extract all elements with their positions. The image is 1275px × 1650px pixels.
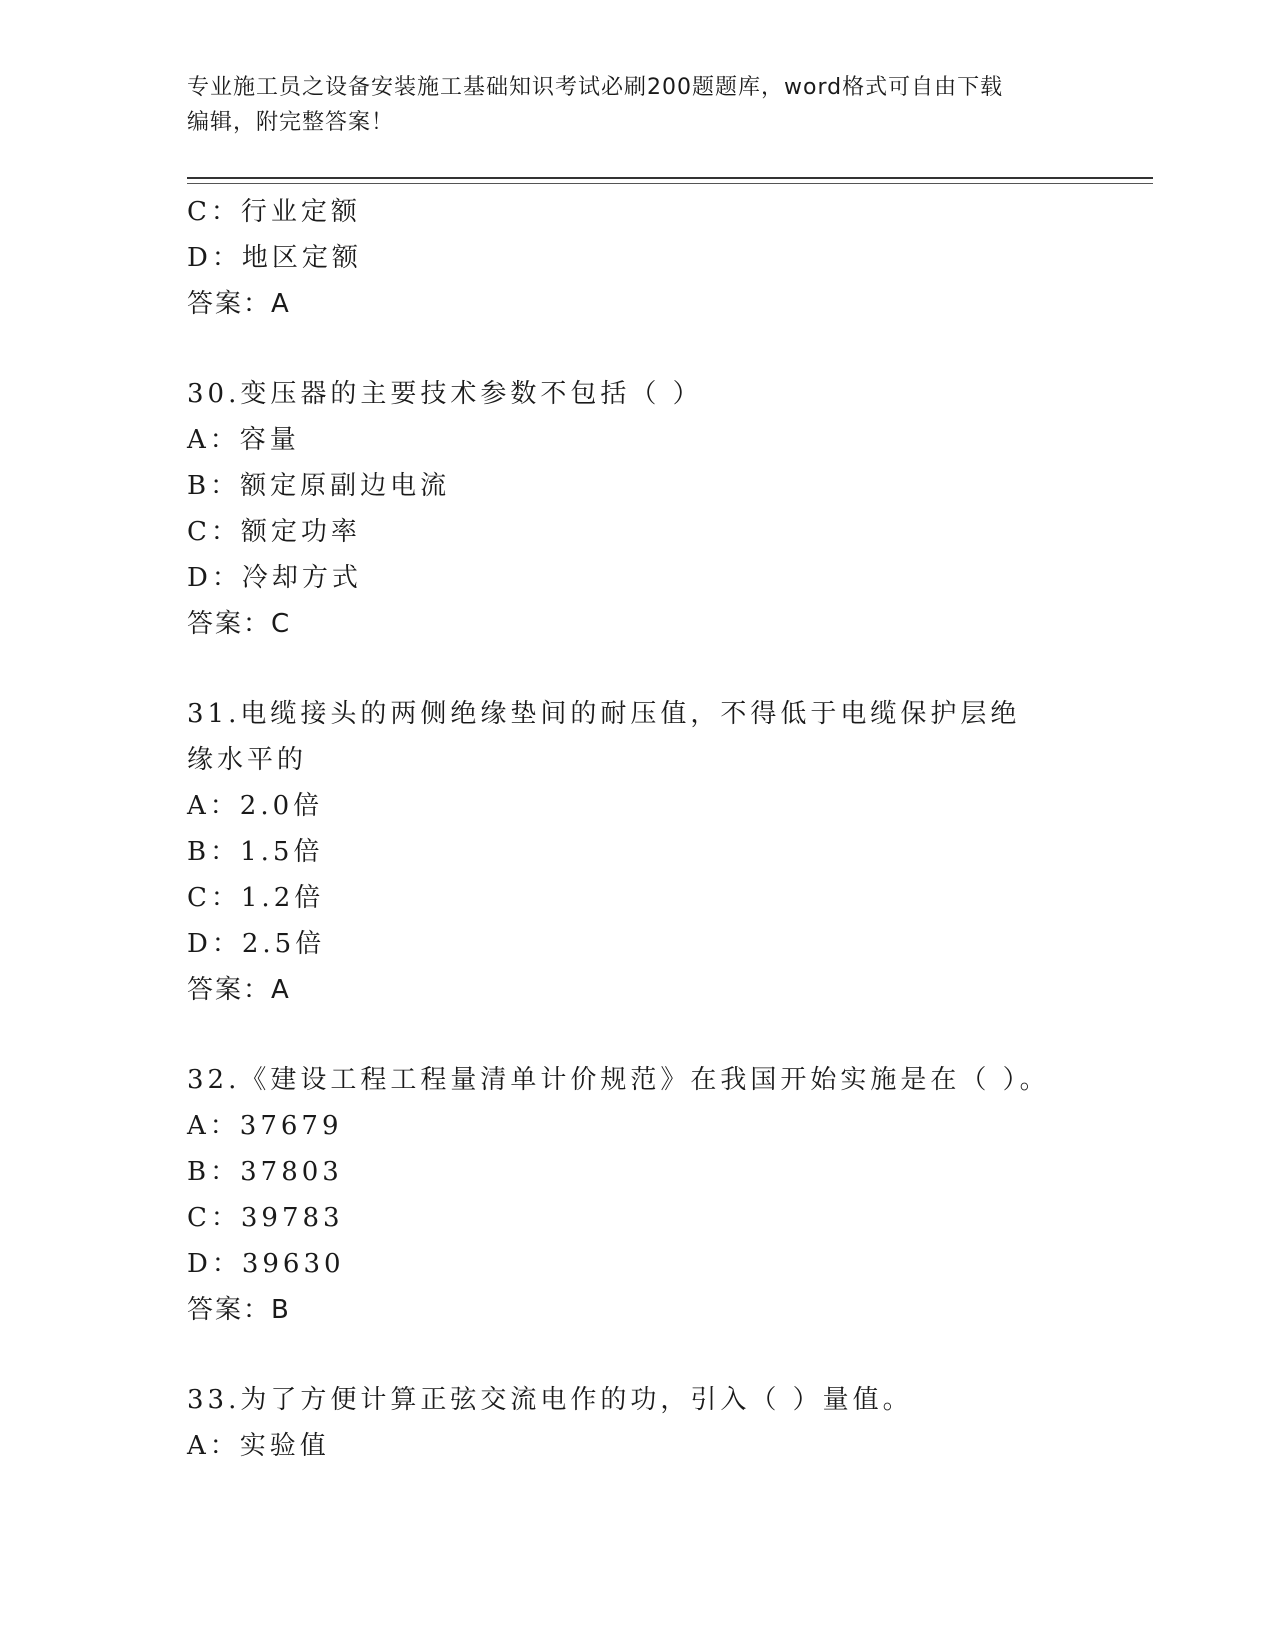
option-a: A：容量 [187, 425, 300, 455]
answer-line: 答案：C [187, 609, 292, 639]
option-d: D：地区定额 [187, 243, 362, 273]
question-text: 31.电缆接头的两侧绝缘垫间的耐压值，不得低于电缆保护层绝缘水平的 [187, 699, 1021, 775]
answer-line: 答案：A [187, 975, 291, 1005]
answer-line: 答案：A [187, 289, 291, 319]
option-d: D：2.5倍 [187, 929, 326, 959]
previous-question-tail [187, 189, 1087, 327]
question-text: 32.《建设工程工程量清单计价规范》在我国开始实施是在（ ）。 [187, 1065, 1050, 1095]
option-a: A：实验值 [187, 1431, 330, 1461]
option-b: B：1.5倍 [187, 837, 324, 867]
option-a: A：37679 [187, 1111, 343, 1141]
option-c: C：1.2倍 [187, 883, 325, 913]
header-line-1: 专业施工员之设备安装施工基础知识考试必刷200题题库，word格式可自由下载 [187, 75, 1004, 100]
option-d: D：39630 [187, 1249, 345, 1279]
question-31 [187, 691, 1087, 1013]
question-30 [187, 371, 1087, 647]
option-b: B：37803 [187, 1157, 343, 1187]
question-33 [187, 1377, 1087, 1469]
question-32 [187, 1057, 1087, 1333]
option-c: C：39783 [187, 1203, 344, 1233]
question-text: 30.变压器的主要技术参数不包括（ ） [187, 379, 703, 409]
option-c: C：额定功率 [187, 517, 361, 547]
document-header [187, 70, 1087, 140]
option-b: B：额定原副边电流 [187, 471, 451, 501]
option-c: C：行业定额 [187, 197, 361, 227]
header-rule-thick [187, 177, 1153, 179]
option-a: A：2.0倍 [187, 791, 324, 821]
option-d: D：冷却方式 [187, 563, 362, 593]
question-text: 33.为了方便计算正弦交流电作的功，引入（ ）量值。 [187, 1385, 913, 1415]
question-content [187, 189, 1087, 1469]
header-rule-thin [187, 183, 1153, 184]
header-line-2: 编辑，附完整答案！ [187, 110, 395, 135]
answer-line: 答案：B [187, 1295, 291, 1325]
